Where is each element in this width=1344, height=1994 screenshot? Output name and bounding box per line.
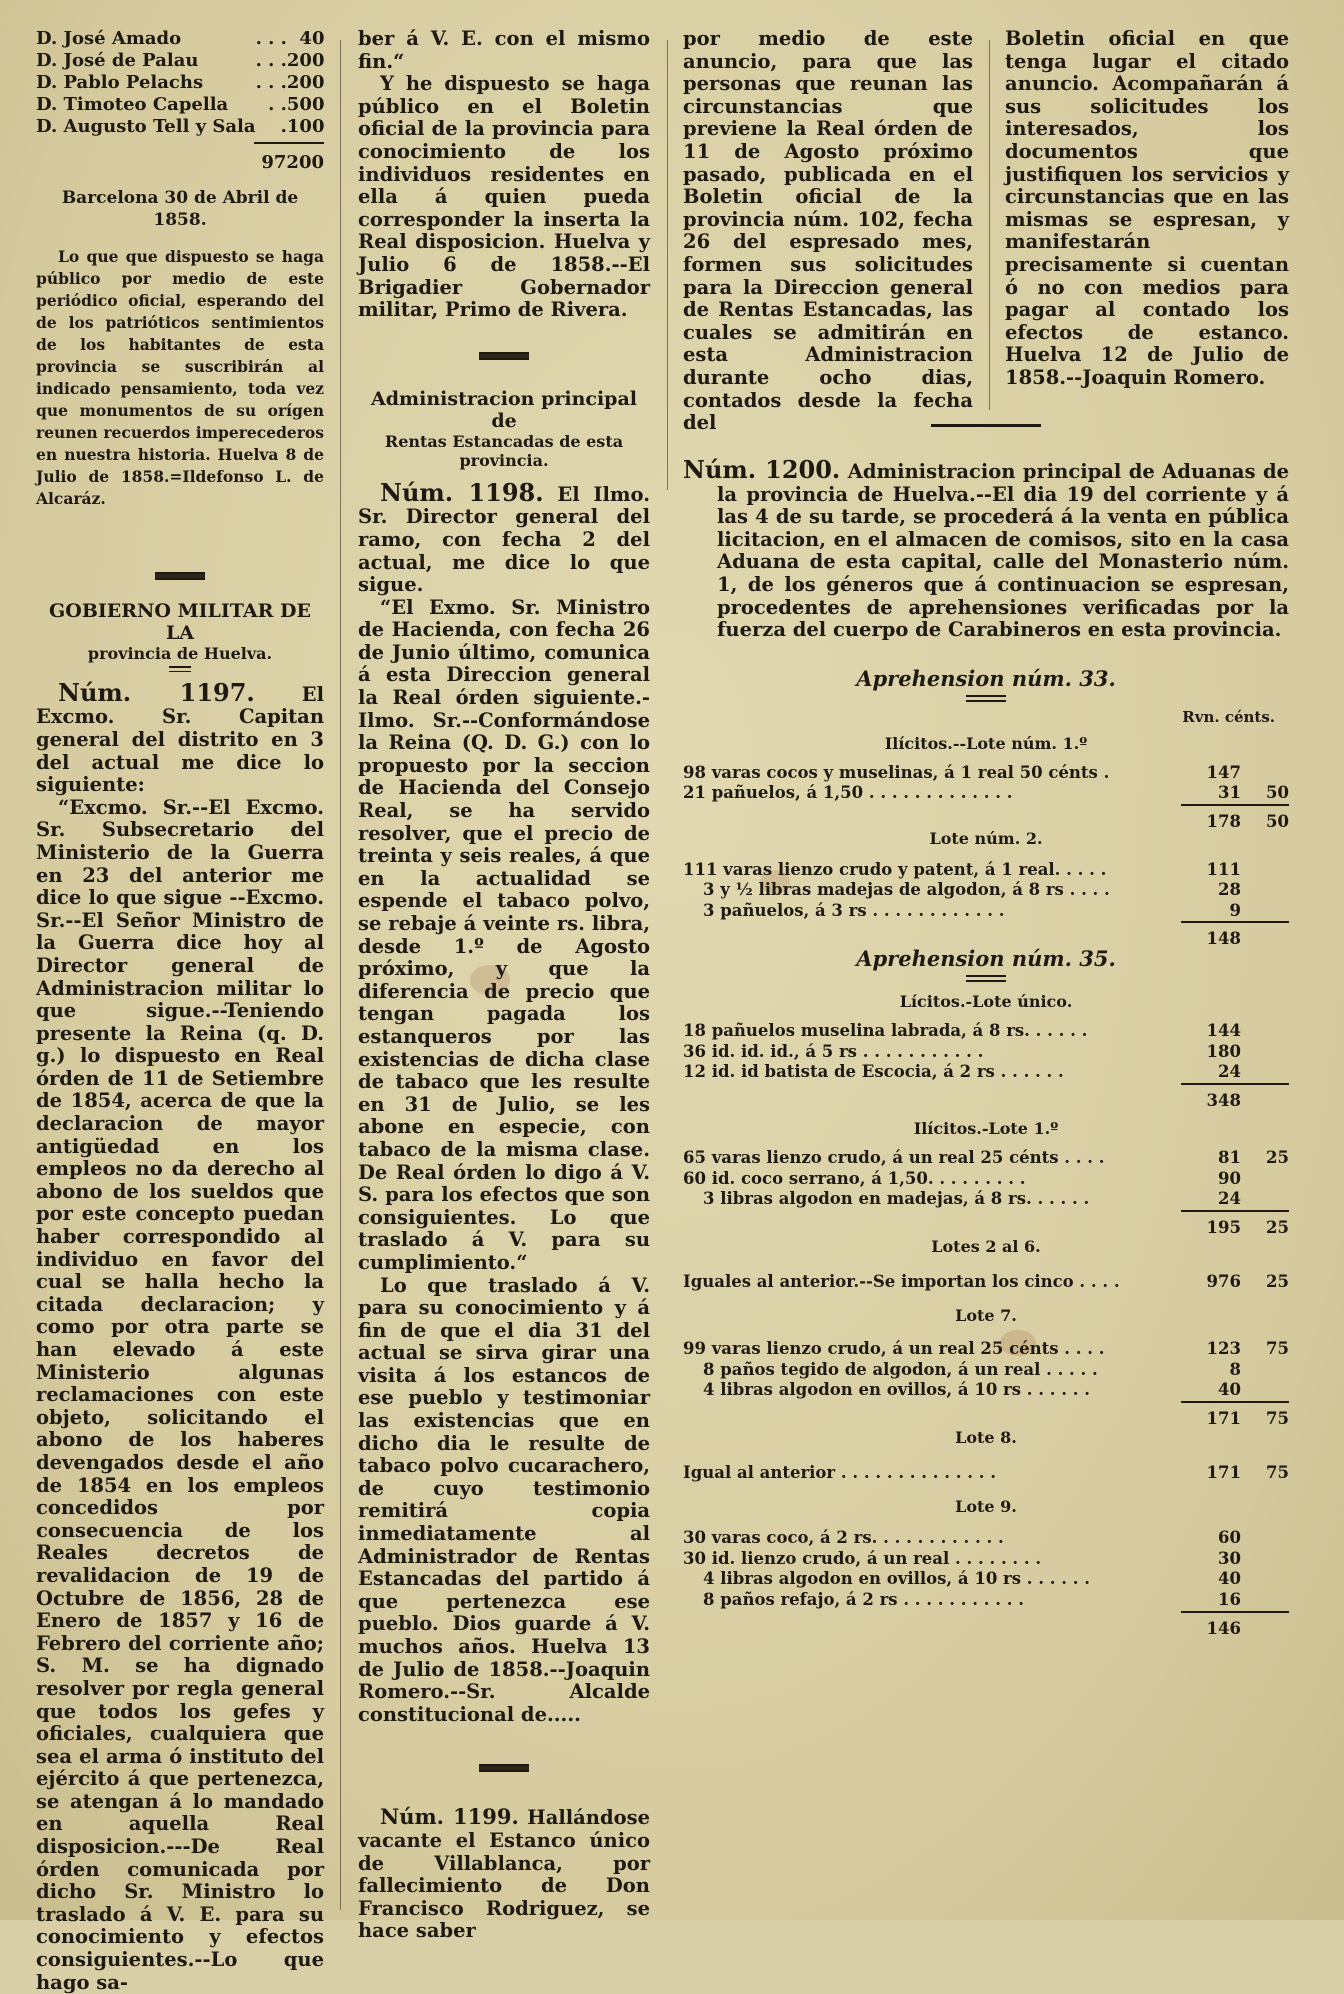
lot-row: 65 varas lienzo crudo, á un real 25 cénts . . . . 81 25 [683, 1148, 1289, 1168]
continued-text: ber á V. E. con el mismo fin.“ [358, 27, 650, 73]
lot-row: 21 pañuelos, á 1,50 . . . . . . . . . . . . . 31 50 [683, 783, 1289, 803]
section-separator [479, 1764, 529, 1772]
lot-table [683, 763, 1289, 833]
section-separator [931, 424, 1041, 427]
lot-row: 111 varas lienzo crudo y patent, á 1 real. . . . . 111 [683, 859, 1241, 879]
lot-row: 4 libras algodon en ovillos, á 10 rs . . . . . . 40 [703, 1569, 1241, 1589]
donor-row: D. José Amado . . . 40 [36, 28, 325, 49]
lot-row: 4 libras algodon en ovillos, á 10 rs . . . . . . 40 [703, 1380, 1241, 1400]
column-rule [340, 40, 341, 1910]
lot-table [683, 860, 1289, 950]
apprehension-title: Aprehension núm. 35. [856, 945, 1116, 971]
notice-text: Boletin oficial en que tenga lugar el citado anuncio. Acompañarán á sus solicitudes los interesados, los documentos que justifiquen los servicios y circunstancias que en las mismas se espresan, y manifestarán precisamente si cuentan ó no con medios para pagar al contado los efectos de estanco. Huelva 12 de Julio de 1858.--Joaquin Romero. [1005, 27, 1289, 389]
lot-total-row: 171 75 [683, 1402, 1289, 1430]
lot-total-row: 195 25 [683, 1211, 1289, 1239]
section-heading: GOBIERNO MILITAR DE LA [49, 599, 311, 644]
donor-list [36, 28, 324, 138]
column-2 [358, 27, 650, 1943]
lot-title: Lote núm. 2. [929, 828, 1043, 848]
column-rule [667, 40, 668, 490]
donor-row: D. José de Palau . . . 200 [36, 50, 325, 71]
lot-row: 30 varas coco, á 2 rs. . . . . . . . . . . . 60 [683, 1528, 1241, 1548]
lot-row: 3 y ½ libras madejas de algodon, á 8 rs . . . . 28 [703, 880, 1241, 900]
notice-text: por medio de este anuncio, para que las personas que reunan las circunstancias que previene la Real órden de 11 de Agosto próximo pasado, publicada en el Boletin oficial de la provincia núm. 102, fecha 26 del espresado mes, formen sus solicitudes para la Direccion general de Rentas Estancadas, las cuales se admitirán en esta Administracion durante ocho dias, contados desde la fecha del [683, 27, 973, 435]
lot-table [683, 1463, 1289, 1484]
lot-row: 12 id. id batista de Escocia, á 2 rs . . . . . . 24 [683, 1062, 1241, 1082]
lot-row: 30 id. lienzo crudo, á un real . . . . . . . . 30 [683, 1548, 1241, 1568]
lot-row: 99 varas lienzo crudo, á un real 25 cénts . . . . 123 75 [683, 1339, 1289, 1359]
lot-row: 60 id. coco serrano, á 1,50. . . . . . . . . 90 [683, 1168, 1241, 1188]
lot-total-row: 178 50 [683, 805, 1289, 833]
donor-row: D. Pablo Pelachs . . . 200 [36, 72, 325, 93]
lot-table [683, 1272, 1289, 1293]
notice-text: Hallándose vacante el Estanco único de Villablanca, por fallecimiento de Don Francisco Rodriguez, se hace saber [358, 1806, 650, 1943]
double-rule [966, 695, 1006, 702]
notice-text: El Ilmo. Sr. Director general del ramo, con fecha 2 del actual, me dice lo que sigue. [358, 482, 650, 597]
lot-row: Igual al anterior . . . . . . . . . . . . . . 171 75 [683, 1462, 1289, 1482]
notice-number: Núm. 1200. [683, 455, 841, 484]
notice-text: Administracion principal de Aduanas de la provincia de Huelva.--El dia 19 del corriente y á las 4 de su tarde, se procederá á la venta en pública licitacion, en el almacen de comisos, sito en la casa Aduana de esta capital, calle del Monasterio núm. 1, de los géneros que á continuacion se espresan, procedentes de aprehensiones verificadas por la fuerza del cuerpo de Carabineros en esta provincia. [717, 460, 1289, 642]
donor-total: 97200 [261, 152, 324, 173]
column-3 [683, 27, 973, 435]
section-heading: Administracion principal de [371, 387, 637, 432]
double-rule [966, 975, 1006, 982]
lot-total-row: 148 [683, 922, 1289, 950]
lot-title: Ilícitos.--Lote núm. 1.º [884, 733, 1088, 753]
lot-title: Lote 7. [955, 1306, 1017, 1326]
lot-title: Lícitos.-Lote único. [899, 991, 1073, 1011]
lot-title: Lotes 2 al 6. [931, 1236, 1041, 1256]
lot-row: 3 pañuelos, á 3 rs . . . . . . . . . . . . 9 [703, 900, 1241, 920]
notice-text: Lo que que dispuesto se haga público por medio de este periódico oficial, esperando del de los patrióticos sentimientos de los habitantes de esta provincia se suscribirán al indicado pensamiento, toda vez que monumentos de su orígen reunen recuerdos imperecederos en nuestra historia. Huelva 8 de Julio de 1858.=Ildefonso L. de Alcaráz. [36, 246, 324, 508]
lot-title: Lote 8. [955, 1427, 1017, 1447]
total-rule [254, 142, 324, 144]
lot-total-row: 348 [683, 1084, 1289, 1112]
column-rule [989, 40, 990, 410]
notice-text: Y he dispuesto se haga público en el Boletin oficial de la provincia para conocimiento de los individuos residentes en ella á quien pueda corresponder la insertа la Real disposicion. Huelva y Julio 6 de 1858.--El Brigadier Gobernador militar, Primo de Rivera. [358, 72, 650, 322]
notice-number: Núm. 1199. [380, 1804, 519, 1830]
lot-title: Lote 9. [955, 1497, 1017, 1517]
lot-row: 18 pañuelos muselina labrada, á 8 rs. . . . . . 144 [683, 1020, 1241, 1040]
lot-table [683, 1528, 1289, 1639]
lot-row: Iguales al anterior.--Se importan los cinco . . . . 976 25 [683, 1271, 1289, 1291]
section-subheading: provincia de Huelva. [87, 643, 273, 663]
lot-row: 3 libras algodon en madejas, á 8 rs. . . . . . 24 [703, 1189, 1241, 1209]
donor-row: D. Augusto Tell y Sala . 100 [36, 116, 325, 137]
lot-table [683, 1339, 1289, 1429]
column-header: Rvn. cénts. [1182, 707, 1275, 726]
lot-table [683, 1148, 1289, 1238]
section-separator [155, 572, 205, 580]
section-separator [479, 352, 529, 360]
notice-number: Núm. 1197. [58, 677, 255, 707]
lot-total-row: 146 [683, 1612, 1289, 1640]
dateline: Barcelona 30 de Abril de 1858. [61, 187, 299, 231]
column-4 [1005, 28, 1289, 408]
lot-row: 98 varas cocos y muselinas, á 1 real 50 cénts . 147 [683, 762, 1241, 782]
donor-row: D. Timoteo Capella . . 500 [36, 94, 325, 115]
lot-row: 8 paños tegido de algodon, á un real . . . . . 8 [703, 1359, 1241, 1379]
notice-text: El Excmo. Sr. Capitan general del distrito en 3 del actual me dice lo siguiente: [36, 682, 324, 797]
notice-number: Núm. 1198. [380, 477, 544, 507]
lot-row: 36 id. id. id., á 5 rs . . . . . . . . . . . 180 [683, 1041, 1241, 1061]
apprehension-title: Aprehension núm. 33. [856, 665, 1116, 691]
lot-table [683, 1021, 1289, 1111]
customs-section [683, 424, 1289, 1904]
notice-text: Lo que traslado á V. para su conocimiento y á fin de que el dia 31 del actual se sirva girar una visita á los estancos de ese pueblo y testimoniar las existencias que en dicho dia le resulte de tabaco polvo cucarachero, de cuyo testimonio remitirá copia inmediatamente al Administrador de Rentas Estancadas del partido á que pertenezca ese pueblo. Dios guarde á V. muchos años. Huelva 13 de Julio de 1858.--Joaquin Romero.--Sr. Alcalde constitucional de..... [358, 1273, 650, 1726]
lot-row: 8 paños refajo, á 2 rs . . . . . . . . . . . 16 [703, 1590, 1241, 1609]
section-subheading: Rentas Estancadas de esta provincia. [384, 431, 624, 470]
lot-title: Ilícitos.-Lote 1.º [913, 1119, 1059, 1139]
column-1 [36, 28, 325, 1994]
short-rule [169, 666, 191, 672]
notice-quote: “Excmo. Sr.--El Excmo. Sr. Subsecretario del Ministerio de la Guerra en 23 del anterior me dice lo que sigue --Excmo. Sr.--El Señor Ministro de la Guerra dice hoy al Director general de Administracion militar lo que sigue.--Teniendo presente la Reina (q. D. g.) lo dispuesto en Real órden de 11 de Setiembre de 1854, acerca de que la declaracion de mayor antigüedad en los empleos no da derecho al abono de los sueldos que por este concepto puedan haber correspondido al individuo en favor del cual se halla hecho la citada declaracion; y como por otra parte se han elevado á este Ministerio algunas reclamaciones con este objeto, solicitando el abono de los haberes devengados desde el año de 1854 en los empleos concedidos por consecuencia de los Reales decretos de revalidacion de 19 de Octubre de 1856, 28 de Enero de 1857 y 16 de Febrero del corriente año; S. M. se ha dignado resolver por regla general que todos los gefes y oficiales, cualquiera que sea el arma ó instituto del ejército á que pertenezca, se atengan á lo mandado en aquella Real disposicion.---De Real órden comunicada por dicho Sr. Ministro lo traslado á V. E. para su conocimiento y efectos consiguientes.--Lo que hago sa- [36, 795, 324, 1994]
notice-quote: “El Exmo. Sr. Ministro de Hacienda, con fecha 26 de Junio último, comunica á esta Direccion general la Real órden siguiente.-Ilmo. Sr.--Conformándose la Reina (Q. D. G.) con lo propuesto por la seccion de Hacienda del Consejo Real, se ha servido resolver, que el precio de treinta y seis reales, á que en la actualidad se espende el tabaco polvo, se rebaje á veinte rs. libra, desde 1.º de Agosto próximo, y que la diferencia de precio que tengan pagada los estanqueros por las existencias de dicha clase de tabaco que les resulte en 31 de Julio, se les abone en especie, con tabaco de la misma clase. De Real órden lo digo á V. S. para los efectos que son consiguientes. Lo que traslado á V. para su cumplimiento.“ [358, 595, 650, 1274]
